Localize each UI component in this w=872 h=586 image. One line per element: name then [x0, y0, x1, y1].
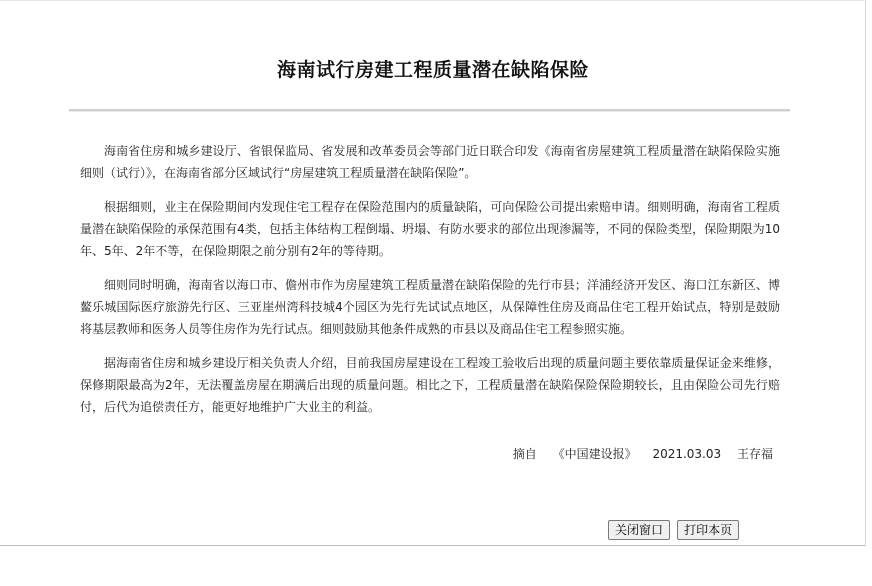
source-author: 王存福: [736, 447, 773, 461]
close-window-button[interactable]: 关闭窗口: [608, 520, 670, 540]
print-page-button[interactable]: 打印本页: [677, 520, 739, 540]
article-source: [513, 445, 773, 462]
action-buttons: [608, 519, 741, 540]
source-publication: 《中国建设报》: [552, 447, 637, 461]
source-label: 摘自: [512, 447, 537, 461]
page-title: 海南试行房建工程质量潜在缺陷保险: [276, 59, 589, 81]
paragraph-3: 细则同时明确，海南省以海口市、儋州市作为房屋建筑工程质量潜在缺陷保险的先行市县；洋浦经济开发区、海口江东新区、博鳌乐城国际医疗旅游先行区、三亚崖州湾科技城4个园区为先行先试试点地区，从保障性住房及商品住宅工程开始试点，特别是鼓励将基层教师和医务人员等住房作为先行试点。细则鼓励其他条件成熟的市县以及商品住宅工程参照实施。: [80, 278, 780, 336]
paragraph-4: 据海南省住房和城乡建设厅相关负责人介绍，目前我国房屋建设在工程竣工验收后出现的质量问题主要依靠质量保证金来维修，保修期限最高为2年，无法覆盖房屋在期满后出现的质量问题。相比之下，工程质量潜在缺陷保险保险期较长，且由保险公司先行赔付，后代为追偿责任方，能更好地维护广大业主的利益。: [80, 356, 780, 414]
title-divider: [69, 109, 790, 112]
article-body: [80, 140, 780, 430]
source-date: 2021.03.03: [652, 447, 722, 461]
paragraph-2: 根据细则，业主在保险期间内发现住宅工程存在保险范围内的质量缺陷，可向保险公司提出索赔申请。细则明确，海南省工程质量潜在缺陷保险的承保范围有4类，包括主体结构工程倒塌、坍塌、有防水要求的部位出现渗漏等，不同的保险类型，保险期限为10年、5年、2年不等，在保险期限之前分别有2年的等待期。: [80, 200, 780, 258]
paragraph-1: 海南省住房和城乡建设厅、省银保监局、省发展和改革委员会等部门近日联合印发《海南省房屋建筑工程质量潜在缺陷保险实施细则（试行）》，在海南省部分区域试行“房屋建筑工程质量潜在缺陷保险”。: [80, 144, 780, 180]
